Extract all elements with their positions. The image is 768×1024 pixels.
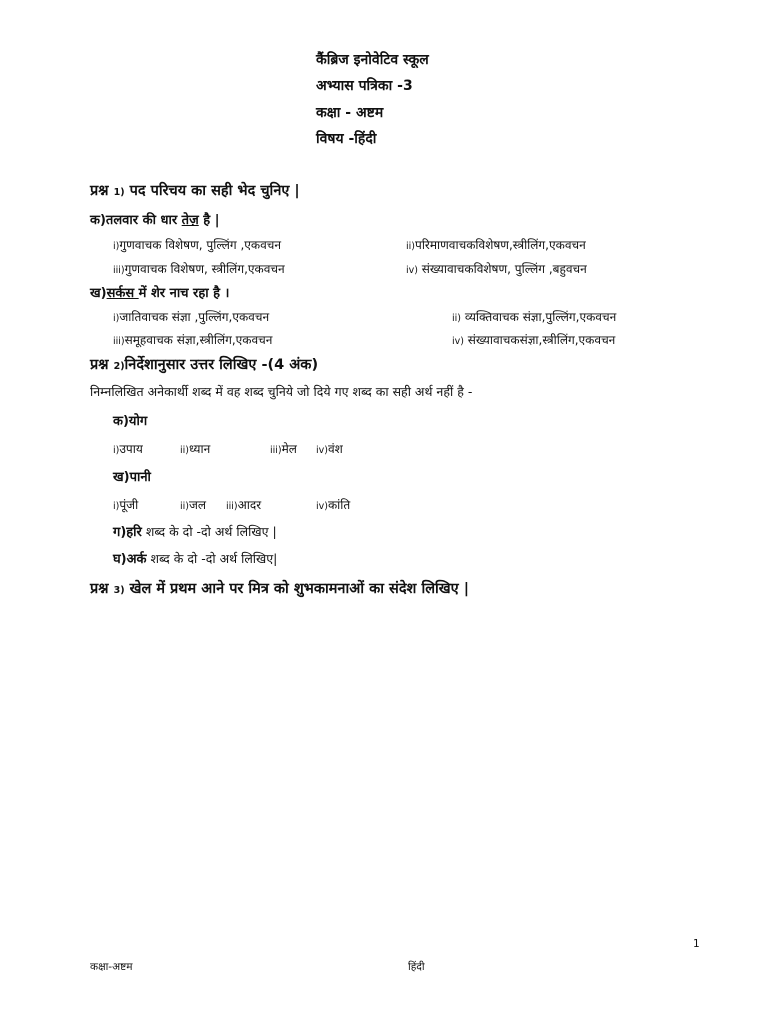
question-2-heading [90,354,318,374]
q1-part-a [90,210,219,228]
q1b-option-2: ii) व्यक्तिवाचक संज्ञा,पुल्लिंग,एकवचन [452,310,617,324]
question-text: निर्देशानुसार उत्तर लिखिए -(4 अंक) [124,357,319,373]
q2-part-a: क)योग [113,414,148,429]
part-rest: में शेर नाच रहा है । [138,286,230,301]
sheet-title: अभ्यास पत्रिका -3 [316,78,413,94]
footer-center: हिंदी [408,961,425,973]
q2-instruction: निम्नलिखित अनेकार्थी शब्द में वह शब्द चुनिये जो दिये गए शब्द का सही अर्थ नहीं है - [90,384,473,399]
subject-label: विषय -हिंदी [316,131,377,147]
question-prefix: प्रश्न [90,183,109,199]
q1a-option-1: i)गुणवाचक विशेषण, पुल्लिंग ,एकवचन [113,238,282,252]
question-1-heading [90,180,300,200]
q2b-option-1: i)पूंजी [113,498,139,512]
question-number: 3) [113,585,125,596]
question-3-heading [90,578,469,598]
q2-part-c: ग)हरि शब्द के दो -दो अर्थ लिखिए | [113,524,277,540]
class-label: कक्षा - अष्टम [316,105,384,121]
question-number: 1) [113,187,125,198]
q1a-option-3: iii)गुणवाचक विशेषण, स्त्रीलिंग,एकवचन [113,262,285,276]
underlined-word: सर्कस [106,286,139,301]
q1-part-b [90,283,230,301]
question-number: 2) [113,361,125,372]
part-label: क)तलवार की धार [90,213,182,228]
q2a-option-3: iii)मेल [270,442,297,456]
q1b-option-1: i)जातिवाचक संज्ञा ,पुल्लिंग,एकवचन [113,310,270,324]
question-prefix: प्रश्न [90,581,109,597]
footer-left: कक्षा-अष्टम [90,961,133,973]
q1a-option-2: ii)परिमाणवाचकविशेषण,स्त्रीलिंग,एकवचन [406,238,586,252]
q2a-option-2: ii)ध्यान [180,442,211,456]
page-number: 1 [693,938,700,950]
q2a-option-4: iv)वंश [316,442,343,456]
q2a-option-1: i)उपाय [113,442,143,456]
school-name: कैंब्रिज इनोवेटिव स्कूल [316,52,429,68]
part-rest: है | [198,213,220,228]
q2b-option-3: iii)आदर [226,498,262,512]
part-label: ख) [90,286,107,301]
q2b-option-2: ii)जल [180,498,207,512]
q2-part-b: ख)पानी [113,470,151,485]
question-prefix: प्रश्न [90,357,109,373]
q1a-option-4: iv) संख्यावाचकविशेषण, पुल्लिंग ,बहुवचन [406,262,587,276]
underlined-word: तेज़ [181,213,199,228]
q2b-option-4: iv)कांति [316,498,351,512]
q2-part-d: घ)अर्क शब्द के दो -दो अर्थ लिखिए| [113,551,278,567]
question-text: पद परिचय का सही भेद चुनिए | [129,183,300,199]
q1b-option-3: iii)समूहवाचक संज्ञा,स्त्रीलिंग,एकवचन [113,333,273,347]
question-text: खेल में प्रथम आने पर मित्र को शुभकामनाओं का संदेश लिखिए | [124,581,470,597]
q1b-option-4: iv) संख्यावाचकसंज्ञा,स्त्रीलिंग,एकवचन [452,333,616,347]
